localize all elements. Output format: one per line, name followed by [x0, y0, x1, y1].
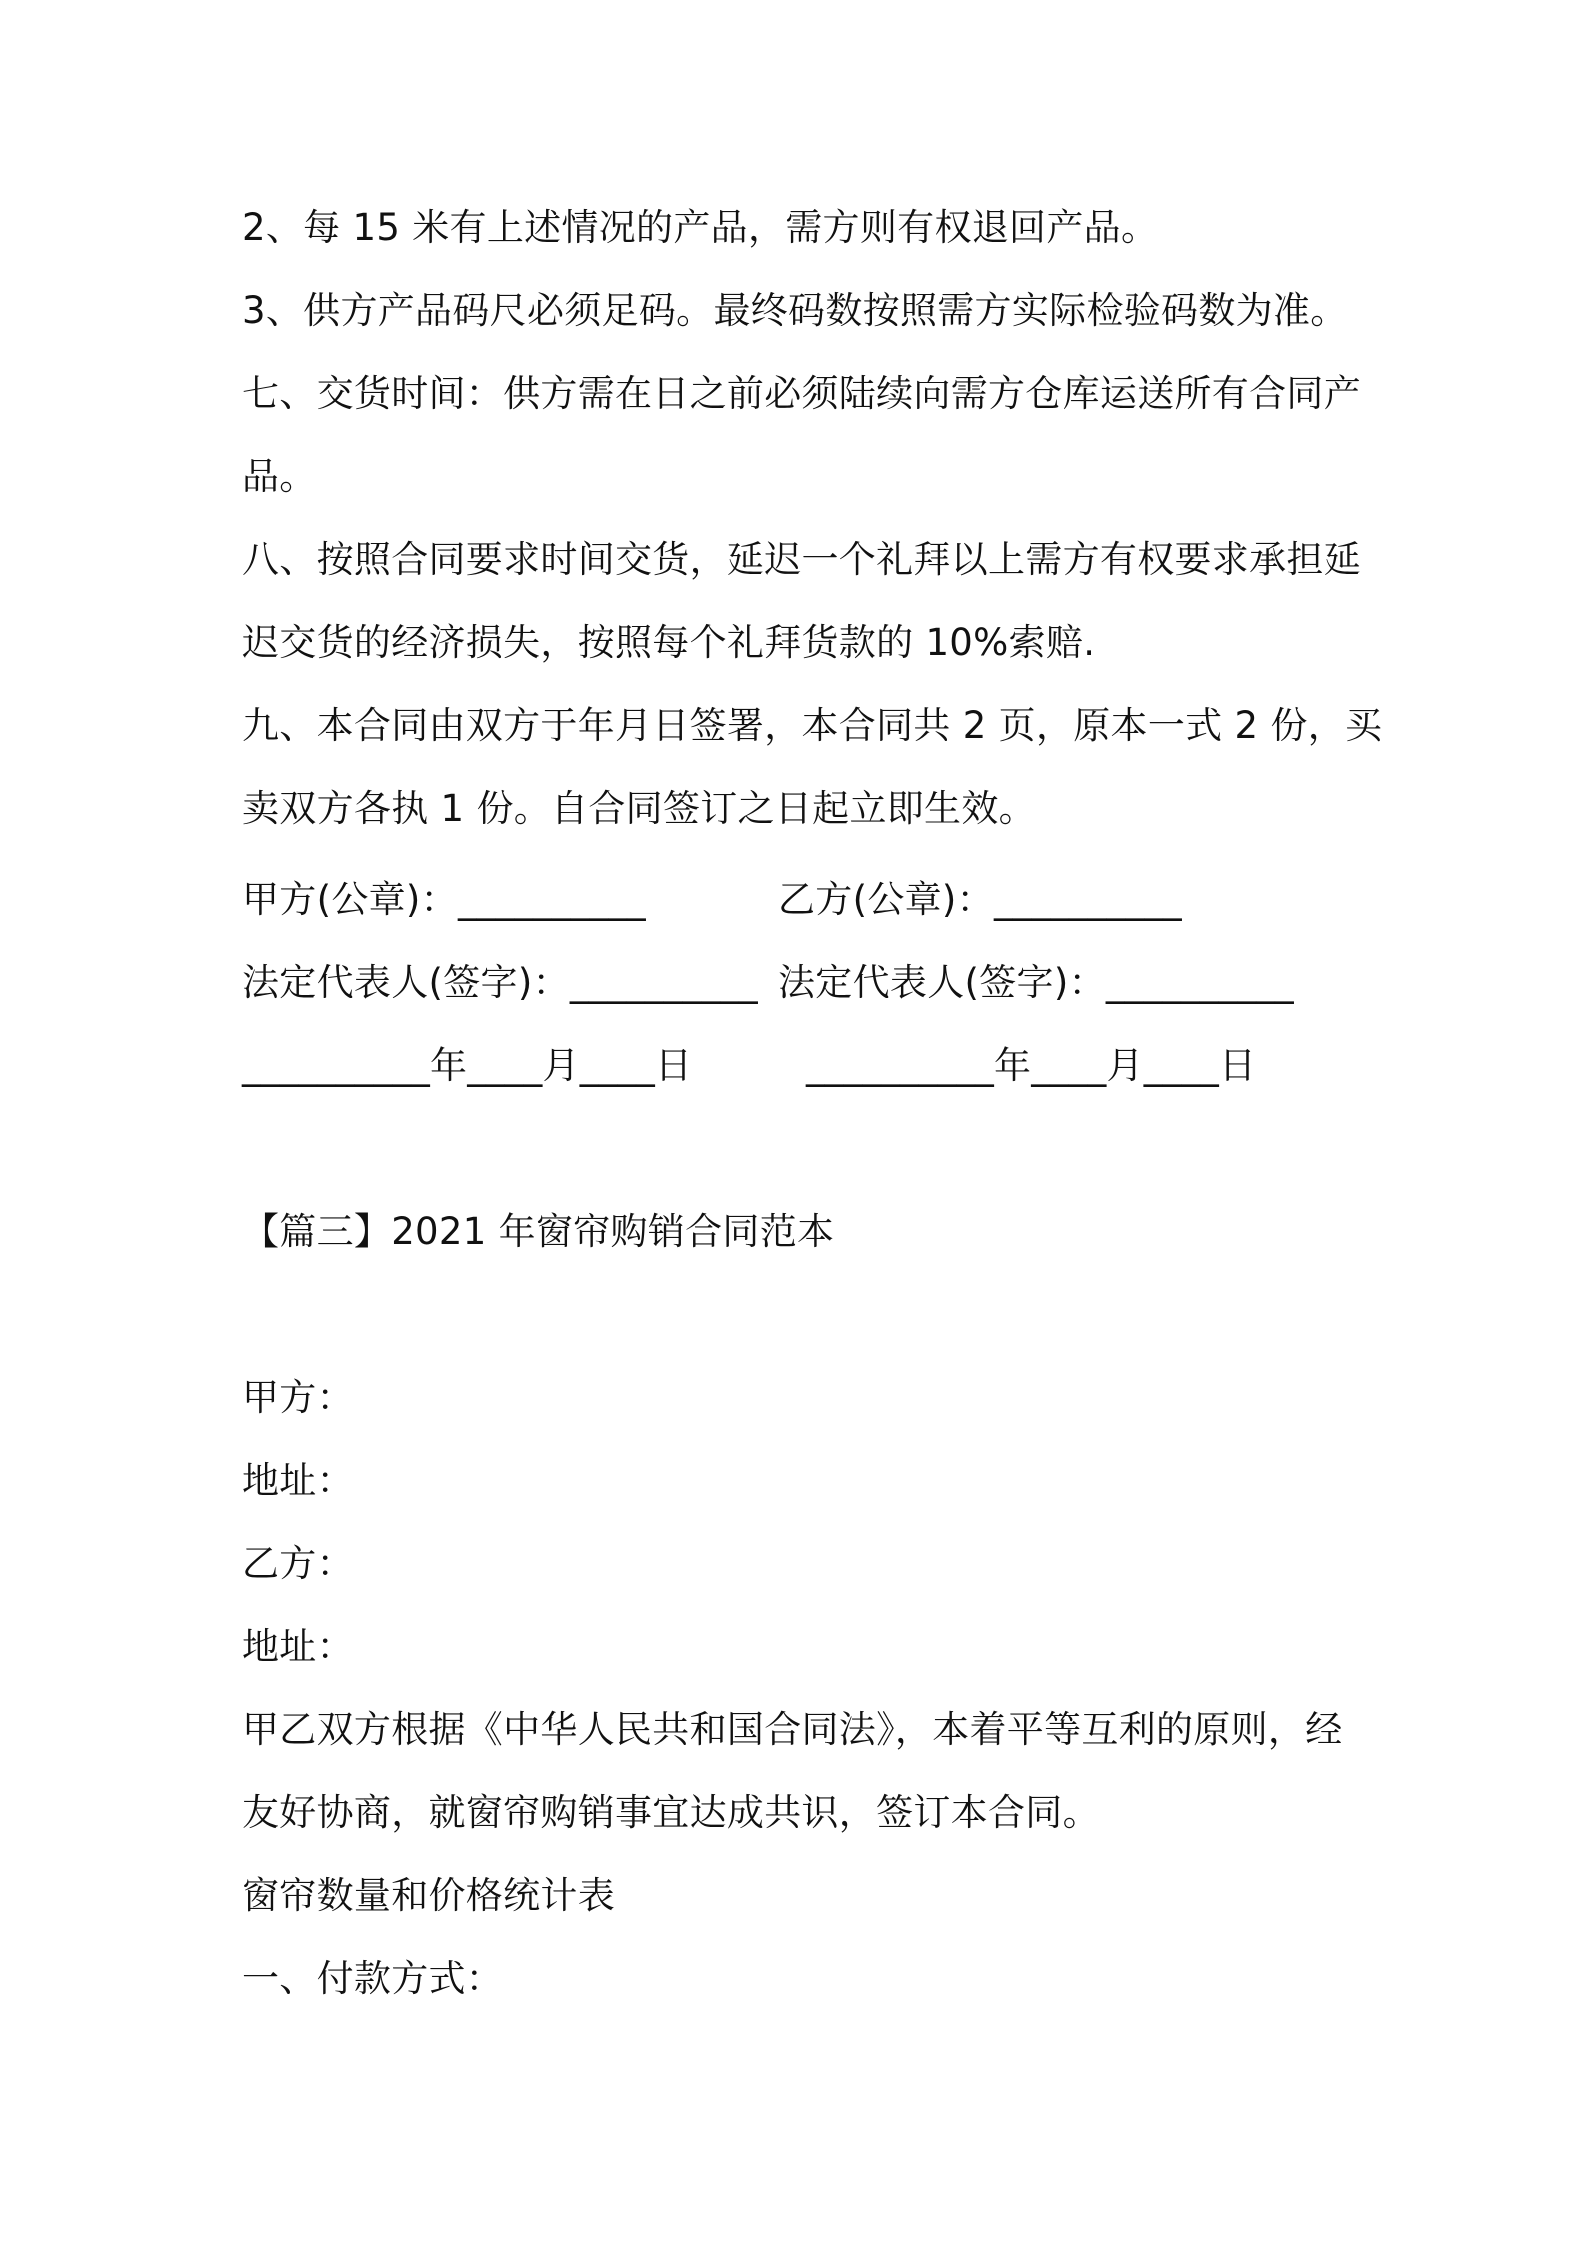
intro-line-1: 甲乙双方根据《中华人民共和国合同法》，本着平等互利的原则，经 — [242, 1708, 1343, 1751]
clause-delivery-time-line-2: 品。 — [242, 455, 317, 498]
address-a-label: 地址： — [242, 1459, 354, 1502]
party-a-label: 甲方： — [242, 1376, 354, 1419]
party-a-seal-field: 甲方(公章)：__________ — [242, 878, 646, 921]
clause-2-line: 2、每 15 米有上述情况的产品，需方则有权退回产品。 — [242, 206, 1159, 249]
legal-rep-row — [242, 957, 1294, 1009]
party-b-label: 乙方： — [242, 1542, 354, 1585]
party-b-seal-field: 乙方(公章)：__________ — [778, 878, 1182, 921]
clause-3-line: 3、供方产品码尺必须足码。最终码数按照需方实际检验码数为准。 — [242, 289, 1348, 332]
legal-rep-a-field: 法定代表人(签字)：__________ — [242, 961, 758, 1004]
clause-delay-line-1: 八、按照合同要求时间交货，延迟一个礼拜以上需方有权要求承担延 — [242, 538, 1361, 581]
date-a-field: __________年____月____日 — [242, 1044, 693, 1087]
section-3-heading: 【篇三】2021 年窗帘购销合同范本 — [242, 1210, 835, 1253]
address-b-label: 地址： — [242, 1625, 354, 1668]
date-row — [242, 1040, 1257, 1092]
clause-signing-line-1: 九、本合同由双方于年月日签署，本合同共 2 页，原本一式 2 份，买 — [242, 704, 1383, 747]
clause-delay-line-2: 迟交货的经济损失，按照每个礼拜货款的 10%索赔. — [242, 621, 1096, 664]
date-b-field: __________年____月____日 — [806, 1044, 1257, 1087]
table-title: 窗帘数量和价格统计表 — [242, 1874, 615, 1917]
legal-rep-b-field: 法定代表人(签字)：__________ — [778, 961, 1294, 1004]
clause-signing-line-2: 卖双方各执 1 份。自合同签订之日起立即生效。 — [242, 787, 1036, 830]
seal-row — [242, 874, 1182, 926]
payment-heading: 一、付款方式： — [242, 1957, 504, 2000]
intro-line-2: 友好协商，就窗帘购销事宜达成共识，签订本合同。 — [242, 1791, 1100, 1834]
clause-delivery-time-line-1: 七、交货时间：供方需在日之前必须陆续向需方仓库运送所有合同产 — [242, 372, 1361, 415]
